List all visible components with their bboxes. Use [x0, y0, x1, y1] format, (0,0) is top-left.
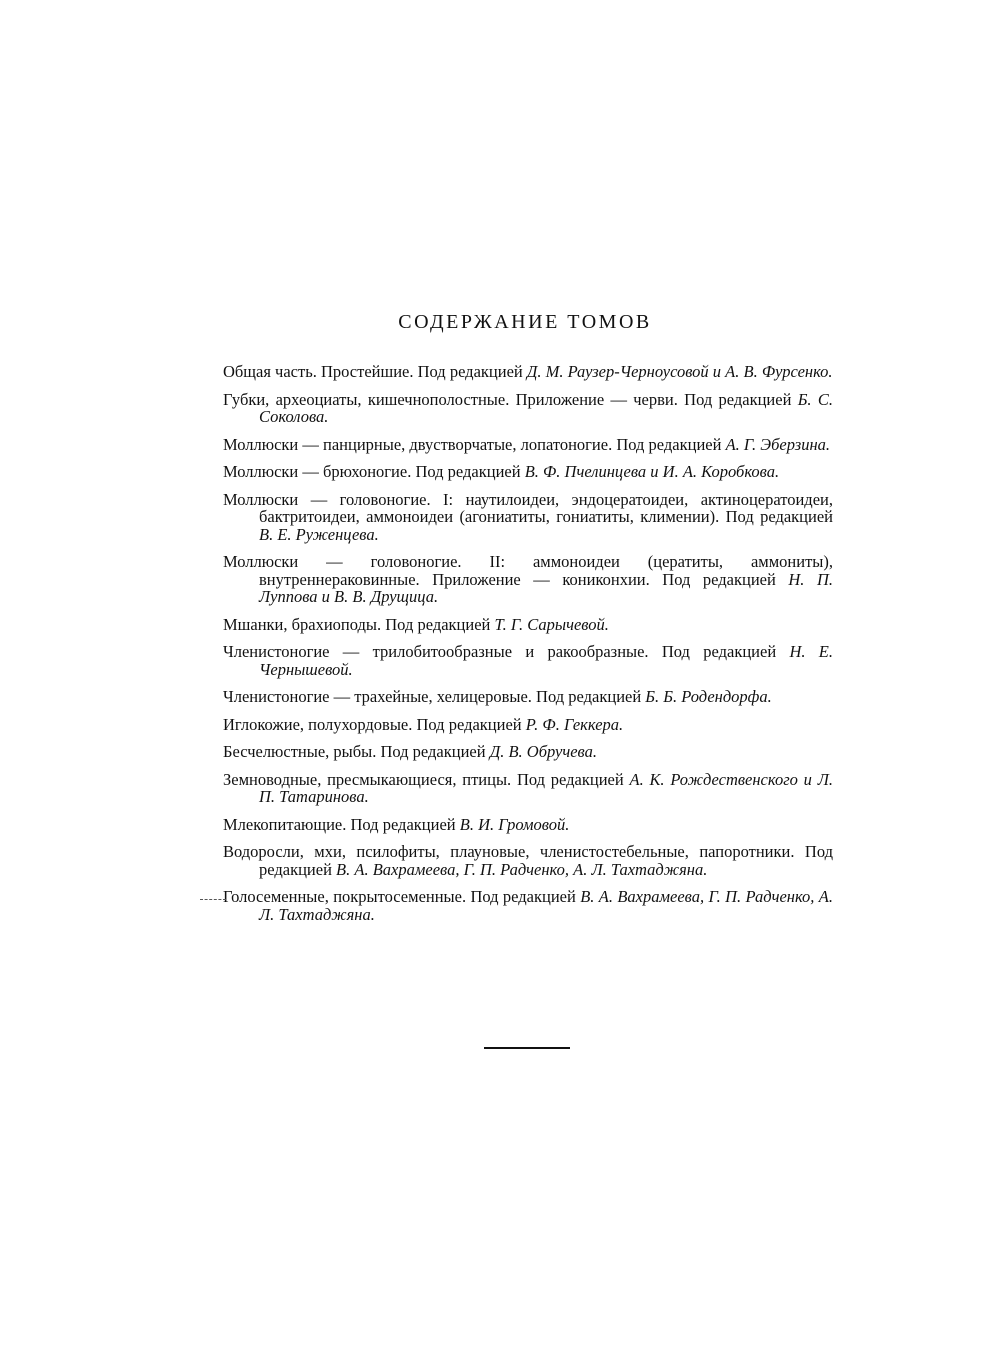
volume-title: Млекопитающие. Под редакцией [223, 814, 460, 834]
volume-title: Иглокожие, полухордовые. Под редакцией [223, 714, 526, 734]
volume-editors: А. Г. Эберзина. [725, 434, 831, 454]
list-item [223, 716, 833, 734]
volume-editors: Б. Б. Родендорфа. [645, 687, 772, 706]
volume-editors: Н. Е. Чернышевой. [259, 642, 833, 679]
volume-editors: В. А. Вахрамеева, Г. П. Радченко, А. Л. Тахтаджяна. [259, 887, 833, 924]
volume-title: Моллюски — брюхоногие. Под редакцией [223, 462, 525, 481]
volume-title: Бесчелюстные, рыбы. Под редакцией [223, 742, 490, 761]
list-item [223, 643, 833, 678]
page-title: СОДЕРЖАНИЕ ТОМОВ [398, 311, 652, 333]
volume-title: Моллюски — панцирные, двустворчатые, лопатоногие. Под редакцией [223, 434, 726, 454]
list-item [223, 743, 833, 761]
list-item [223, 553, 833, 606]
volume-editors: Б. С. Соколова. [259, 389, 833, 426]
list-item [223, 436, 833, 454]
volume-title: Членистоногие — трилобитообразные и ракообразные. Под редакцией [223, 642, 790, 661]
volume-editors: Д. М. Раузер-Черноусовой и А. В. Фурсенко. [526, 362, 833, 381]
volume-editors: Т. Г. Сарычевой. [494, 614, 609, 634]
volume-title: Общая часть. Простейшие. Под редакцией [223, 362, 527, 381]
volume-editors: В. Е. Руженцева. [259, 524, 379, 544]
list-item [223, 491, 833, 544]
list-item [223, 816, 833, 834]
volume-title: Голосеменные, покрытосеменные. Под редакцией [223, 887, 581, 906]
volume-editors: А. К. Рождественского и Л. П. Татаринова. [259, 769, 833, 806]
volume-editors: Р. Ф. Геккера. [525, 714, 624, 734]
volume-title: Членистоногие — трахейные, хелицеровые. Под редакцией [223, 687, 646, 706]
closing-rule [484, 1047, 570, 1049]
volume-list [223, 363, 833, 933]
volume-title: Водоросли, мхи, псилофиты, плауновые, членистостебельные, папоротники. Под редакцией [223, 842, 833, 879]
list-item [223, 391, 833, 426]
volume-title: Моллюски — головоногие. I: наутилоидеи, эндоцератоидеи, актиноцератоидеи, бактритоидеи, аммоноидеи (агониатиты, гониатиты, климении). Под редакцией [223, 489, 833, 526]
list-item [223, 888, 833, 923]
volume-editors: В. Ф. Пчелинцева и И. А. Коробкова. [524, 462, 780, 481]
list-item [223, 363, 833, 381]
volume-editors: В. А. Вахрамеева, Г. П. Радченко, А. Л. Тахтаджяна. [336, 859, 708, 879]
list-item [223, 688, 833, 706]
list-item [223, 616, 833, 634]
volume-title: Земноводные, пресмыкающиеся, птицы. Под редакцией [223, 769, 630, 789]
margin-mark [200, 899, 226, 900]
list-item [223, 771, 833, 806]
volume-editors: В. И. Громовой. [459, 814, 570, 834]
list-item [223, 843, 833, 878]
volume-title: Мшанки, брахиоподы. Под редакцией [223, 614, 495, 634]
volume-editors: Н. П. Луппова и В. В. Друщица. [259, 569, 833, 606]
volume-title: Моллюски — головоногие. II: аммоноидеи (цератиты, аммониты), внутреннераковинные. Приложение — кониконхии. Под редакцией [223, 552, 833, 589]
volume-title: Губки, археоциаты, кишечнополостные. Приложение — черви. Под редакцией [223, 389, 798, 409]
volume-editors: Д. В. Обручева. [489, 742, 597, 761]
list-item [223, 463, 833, 481]
